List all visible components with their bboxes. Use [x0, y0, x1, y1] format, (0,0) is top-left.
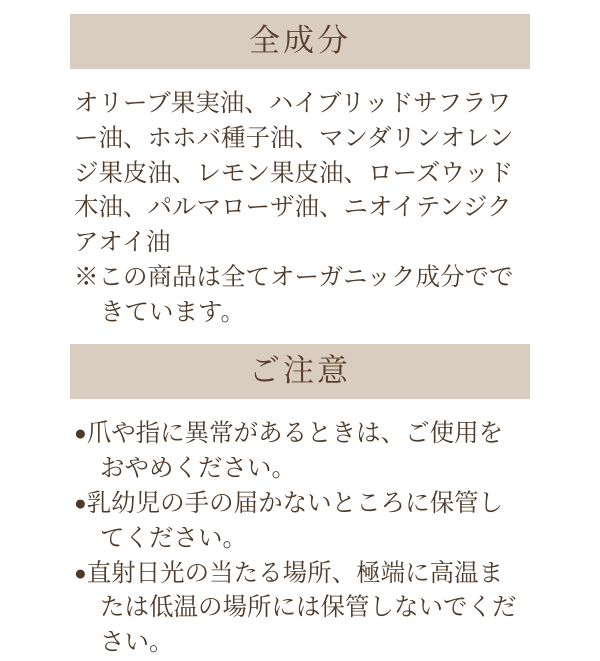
list-item-label: 乳幼児の手の届かないところに保管してください。: [86, 490, 504, 552]
ingredients-paragraph: オリーブ果実油、ハイブリッドサフラワー油、ホホバ種子油、マンダリンオレンジ果皮油、レモン果皮油、ローズウッド木油、パルマローザ油、ニオイテンジクアオイ油: [74, 90, 514, 257]
spacer: [74, 79, 526, 87]
bullet-icon: ●: [74, 560, 87, 585]
list-item: [74, 557, 526, 661]
section-heading-ingredients: 全成分: [70, 14, 530, 69]
top-spacer: [0, 0, 600, 14]
caution-list: [74, 417, 526, 660]
spacer: [74, 330, 526, 344]
bullet-icon: ●: [74, 491, 87, 516]
list-item-label: 爪や指に異常があるときは、ご使用をおやめください。: [86, 420, 504, 483]
ingredients-note: ※この商品は全てオーガニック成分でできています。: [74, 263, 514, 326]
section-heading-caution: ご注意: [70, 344, 530, 399]
ingredients-header-wrap: [0, 14, 600, 69]
list-item-label: 直射日光の当たる場所、極端に高温または低温の場所には保管しないでください。: [86, 559, 517, 657]
list-item: [74, 417, 526, 487]
caution-body: [0, 399, 600, 660]
spacer: [74, 409, 526, 417]
bullet-icon: ●: [74, 421, 87, 446]
caution-header-wrap: [0, 344, 600, 399]
list-item: [74, 487, 526, 557]
ingredients-body: [0, 69, 600, 344]
